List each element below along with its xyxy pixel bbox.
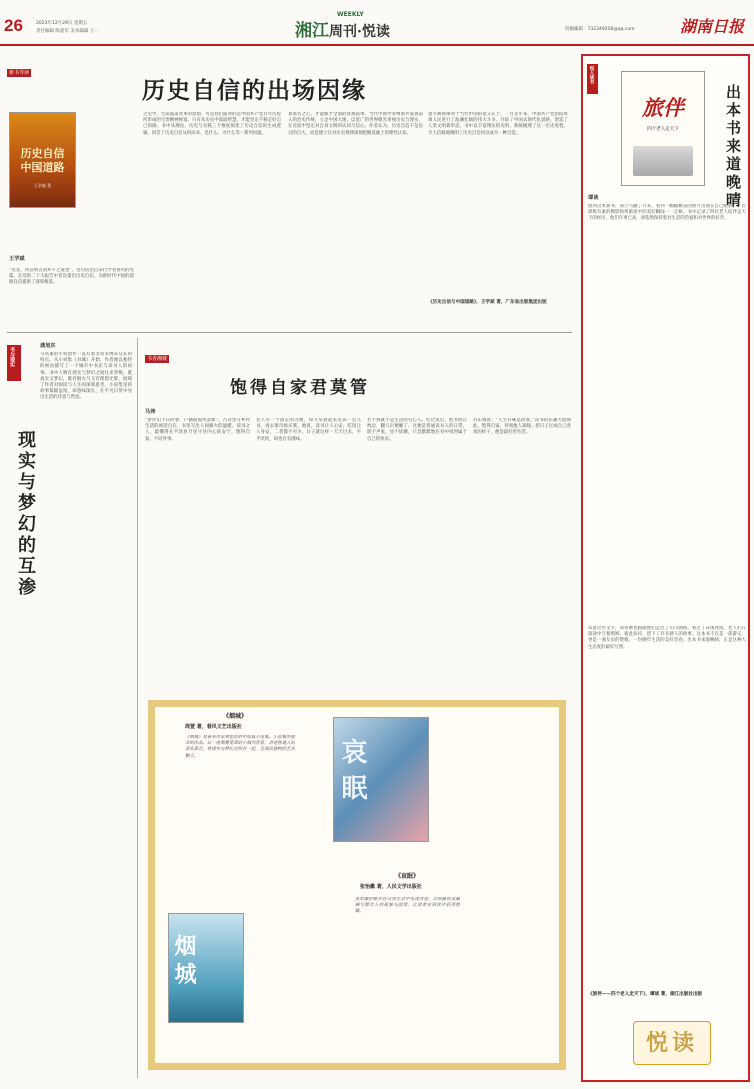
book-cover-history-confidence xyxy=(9,112,76,208)
article1-author: 王学斌 xyxy=(9,256,25,262)
article2-vertical-title: 现实与梦幻的互渗 xyxy=(15,430,36,598)
book1-desc: 《烟城》是著名作家龚旭东的中短篇小说集。小说集所收录的作品，以一座烟雾笼罩的小城为背景，讲述普通人的悲欢离合，将现实与梦幻交织在一起，呈现出独特的艺术魅力。 xyxy=(185,735,295,759)
lvban-cover-image xyxy=(633,146,693,176)
yuedu-badge-text: 悦读 xyxy=(645,1030,698,1056)
article4-col2: 读着这些文字，我仿佛也跟随他们走过了山川湖海，看过了异国风情。老人们在旅途中互相照顾，彼此扶持，留下了许多感人的故事。这本书不仅是一部游记，更是一曲友谊的赞歌，一份晚年生活的美好答卷。出本书来道晚晴，正是这种人生态度的最好写照。 xyxy=(588,626,746,650)
book1-title: 《烟城》 xyxy=(223,713,248,720)
book1-info: 周萱 著，春风文艺出版社 xyxy=(185,724,242,730)
divider-h1 xyxy=(7,332,572,333)
article1-col1: 之史学，生前鼓荡变革的思想，可是我们面对的是中国共产党百年历程所形成的宝贵精神财富。只有从历史中汲取智慧，才能坚定不移走好自己的路。书中从理论、历史与实践三个维度阐述了历史自信的生成逻辑，回答了历史自信从何而来、是什么、为什么等一系列问题。 xyxy=(143,112,281,136)
lvban-cover-title: 旅伴 xyxy=(642,95,684,120)
article4-tag-text: 悦人读书 xyxy=(589,66,594,84)
book-cover-title: 历史自信 中国道路 xyxy=(20,147,65,174)
lvban-cover-subtitle: 四个老人走天下 xyxy=(647,127,679,132)
article2-author: 龚旭东 xyxy=(40,343,56,349)
newspaper-logo: 湖南日报 xyxy=(680,17,745,36)
article2-col: 马英兼的小说创作一直有着非常多博采众长的特点。从小说集《书城》开始，作者便以独特的视角描写了一个城市中书店与读书人的故事。书中人物在现实与梦幻之间往来穿梭，既真实又梦幻，既有烟火气又有理想光辉，展现了作者对阅读与人生的深刻思考。小说集里的故事篇幅虽短，却意味深长，在平凡日常中见出生活的诗意与哲思。 xyxy=(40,352,132,401)
article1-lead: “史者，所以明古而并不之道也”，这句话出自宋代学者曾巩的名篇。在党的二十大报告中首次提出历史自信，为新时代中国的道路自信提供了深厚根基。 xyxy=(9,268,134,286)
new-book-tag: 新书导读 xyxy=(9,70,30,76)
article4-col1: 接到这本新书，我立马翻了开来，看到一幅幅精美的照片出现在自己眼前，一位训练有素的摄影师将旅途中的美好瞬间一一定格。书中记录了四位老人结伴走天下的经历，他们年事已高，却依然保持着对生活的热爱和对世界的好奇。 xyxy=(588,204,746,222)
article1-title: 历史自信的出场因缘 xyxy=(142,77,367,104)
section-title xyxy=(295,16,390,41)
article3-col2: 老人有一个固定的习惯，每天早晨起来先读一会儿书，再去菜市场买菜。他说，读书让人心安，吃饭让人身安，二者都不可少。日子就这样一天天过去，平平淡淡，却也自有滋味。 xyxy=(256,418,361,442)
article1-col2: 真承名之心，才能赋予全面的客观叙事。当代中国学者继承并发扬前人的治史传统，立足中国大地，以宽广的世界眼光审视历史与现实，在比较中坚定对自身文明的认同与信心。作者认为，历史自信不是盲目的自大，而是建立在对历史规律深刻把握基础上的理性认知。 xyxy=(288,112,423,136)
book-cover-yancheng xyxy=(168,913,244,1023)
article3-col3: 若不然就不是生活的有心人。吃过饭后，把书放在枕边，翻几页便睡了。这便是普通读书人的日常，既不声张，也不炫耀，只是默默地在书中找到属于自己的快乐。 xyxy=(367,418,467,442)
issue-date: 2023年12月29日 星期五 xyxy=(36,21,88,26)
section-title-rest: 周刊·悦读 xyxy=(329,24,390,40)
right-column-frame xyxy=(581,54,750,1082)
article4-caption: 《旅伴——四个老人走天下》，谭谈 著，湖江出版社出版 xyxy=(588,992,703,997)
article2-tag-text: 书与现实 xyxy=(9,347,15,367)
book-recommendation-box xyxy=(148,700,566,1070)
book2-desc: 张怡徽的新作在日常生活中发现诗意，以细腻的笔触描写都市人的孤独与温情，让读者在阅读中获得慰藉。 xyxy=(355,897,460,915)
article1-col3: 意大利规律对于当代中国的意义在于，一百多年来，中国共产党团结带领人民进行了波澜壮阔的伟大斗争，开辟了中国式现代化道路，创造了人类文明新形态。书中以丰富翔实的史料，系统梳理了这一历史进程，令人信服地阐明了历史自信何以成为一种自觉。 xyxy=(428,112,568,136)
article1-caption: 《历史自信与中国道路》，王学斌 著，广东省出版集团出版 xyxy=(428,300,547,305)
article4-author: 谭谈 xyxy=(588,195,599,201)
article3-tag: 书香湘楼 xyxy=(147,356,168,362)
article4-vertical-title: 出本书来道晚晴 xyxy=(724,84,742,210)
editor-info: 责任编辑 陈爱军 美术编辑 王一 xyxy=(36,29,99,34)
weekly-label: WEEKLY xyxy=(337,11,364,18)
book2-title: 《哀眠》 xyxy=(395,873,420,880)
article3-author: 马涛 xyxy=(145,409,156,415)
book2-info: 张怡徽 著，人民文学出版社 xyxy=(360,884,422,890)
article3-col1: “梦评山下日时春，户籍殷殷风景新”。古诗里写乡村生活的闲适自在，书里写出人间烟火的温暖。读书之人，最懂得在平淡岁月里守住内心的安宁，饱得自家，不问外事。 xyxy=(145,418,250,442)
article3-col4: 苏东坡说：“人生有味是清欢。”读书的乐趣大抵如此，饱得自家，何须他人知晓。把日子过成自己喜欢的样子，便是最好的生活。 xyxy=(473,418,571,436)
article3-title: 饱得自家君莫管 xyxy=(230,378,370,398)
yuedu-badge xyxy=(633,1021,711,1065)
page-header xyxy=(0,0,754,46)
book-cover-author: 王学斌 著 xyxy=(33,183,52,188)
contact-email: 投稿邮箱：732349208@qq.com xyxy=(565,27,635,32)
book1-cover-title: 烟城 xyxy=(171,934,197,990)
divider-v1 xyxy=(137,338,138,1078)
book-cover-aimian xyxy=(333,717,429,842)
section-title-xiang: 湘江 xyxy=(295,21,329,41)
page-number: 26 xyxy=(4,16,23,35)
book-cover-lvban xyxy=(621,71,705,186)
book2-cover-title: 哀眠 xyxy=(337,738,367,810)
